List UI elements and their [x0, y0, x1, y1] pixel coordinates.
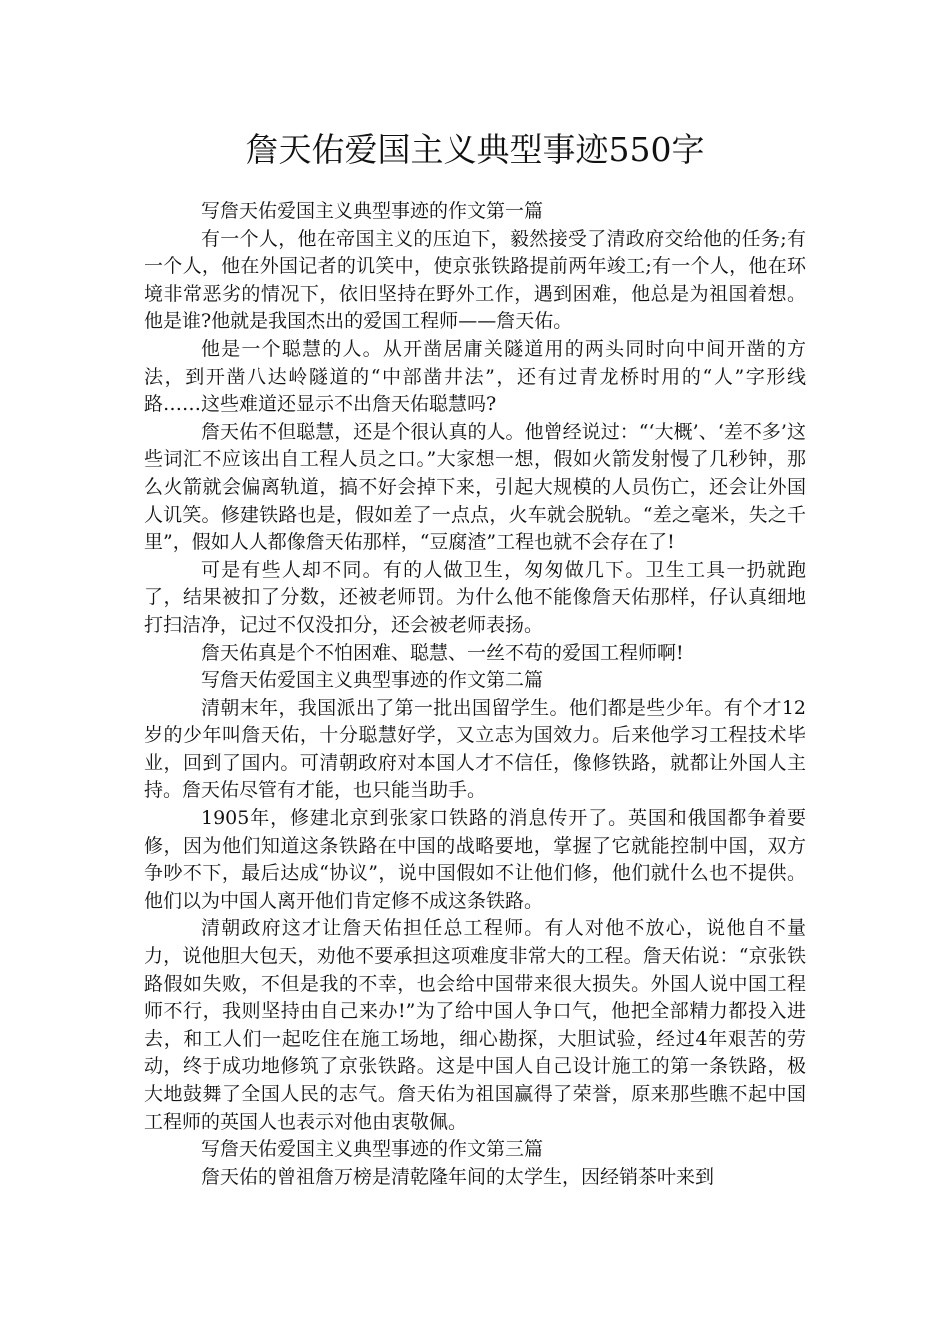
document-body — [144, 198, 806, 1191]
paragraph: 有一个人，他在帝国主义的压迫下，毅然接受了清政府交给他的任务;有一个人，他在外国记者的讥笑中，使京张铁路提前两年竣工;有一个人，他在环境非常恶劣的情况下，依旧坚持在野外工作，遇到困难，他总是为祖国着想。他是谁?他就是我国杰出的爱国工程师——詹天佑。 — [144, 227, 806, 333]
section-heading-3: 写詹天佑爱国主义典型事迹的作文第三篇 — [201, 1138, 544, 1161]
paragraph: 詹天佑真是个不怕困难、聪慧、一丝不苟的爱国工程师啊! — [201, 641, 684, 664]
document-title: 詹天佑爱国主义典型事迹550字 — [245, 130, 705, 169]
paragraph: 1905年，修建北京到张家口铁路的消息传开了。英国和俄国都争着要修，因为他们知道这条铁路在中国的战略要地，掌握了它就能控制中国，双方争吵不下，最后达成“协议”，说中国假如不让他们修，他们就什么也不提供。他们以为中国人离开他们肯定修不成这条铁路。 — [144, 807, 806, 912]
paragraph: 可是有些人却不同。有的人做卫生，匆匆做几下。卫生工具一扔就跑了，结果被扣了分数，还被老师罚。为什么他不能像詹天佑那样，仔认真细地打扫洁净，记过不仅没扣分，还会被老师表扬。 — [144, 558, 806, 636]
paragraph: 清朝政府这才让詹天佑担任总工程师。有人对他不放心，说他自不量力，说他胆大包天，劝他不要承担这项难度非常大的工程。詹天佑说：“京张铁路假如失败，不但是我的不幸，也会给中国带来很大损失。外国人说中国工程师不行，我则坚持由自己来办!”为了给中国人争口气，他把全部精力都投入进去，和工人们一起吃住在施工场地，细心勘探，大胆试验，经过4年艰苦的劳动，终于成功地修筑了京张铁路。这是中国人自己设计施工的第一条铁路，极大地鼓舞了全国人民的志气。詹天佑为祖国赢得了荣誉，原来那些瞧不起中国工程师的英国人也表示对他由衷敬佩。 — [144, 917, 806, 1133]
paragraph: 他是一个聪慧的人。从开凿居庸关隧道用的两头同时向中间开凿的方法，到开凿八达岭隧道的“中部凿井法”，还有过青龙桥时用的“人”字形线路……这些难道还显示不出詹天佑聪慧吗? — [144, 337, 806, 416]
paragraph: 詹天佑的曾祖詹万榜是清乾隆年间的太学生，因经销茶叶来到 — [201, 1165, 715, 1188]
section-heading-1: 写詹天佑爱国主义典型事迹的作文第一篇 — [201, 200, 544, 222]
paragraph: 清朝末年，我国派出了第一批出国留学生。他们都是些少年。有个才12岁的少年叫詹天佑，十分聪慧好学，又立志为国效力。后来他学习工程技术毕业，回到了国内。可清朝政府对本国人才不信任，像修铁路，就都让外国人主持。詹天佑尽管有才能，也只能当助手。 — [144, 696, 806, 802]
paragraph: 詹天佑不但聪慧，还是个很认真的人。他曾经说过：“‘大概’、‘差不多’这些词汇不应该出自工程人员之口。”大家想一想，假如火箭发射慢了几秒钟，那么火箭就会偏离轨道，搞不好会掉下来，引起大规模的人员伤亡，还会让外国人讥笑。修建铁路也是，假如差了一点点，火车就会脱轨。“差之毫米，失之千里”，假如人人都像詹天佑那样，“豆腐渣”工程也就不会存在了! — [144, 420, 806, 554]
section-heading-2: 写詹天佑爱国主义典型事迹的作文第二篇 — [201, 669, 544, 692]
